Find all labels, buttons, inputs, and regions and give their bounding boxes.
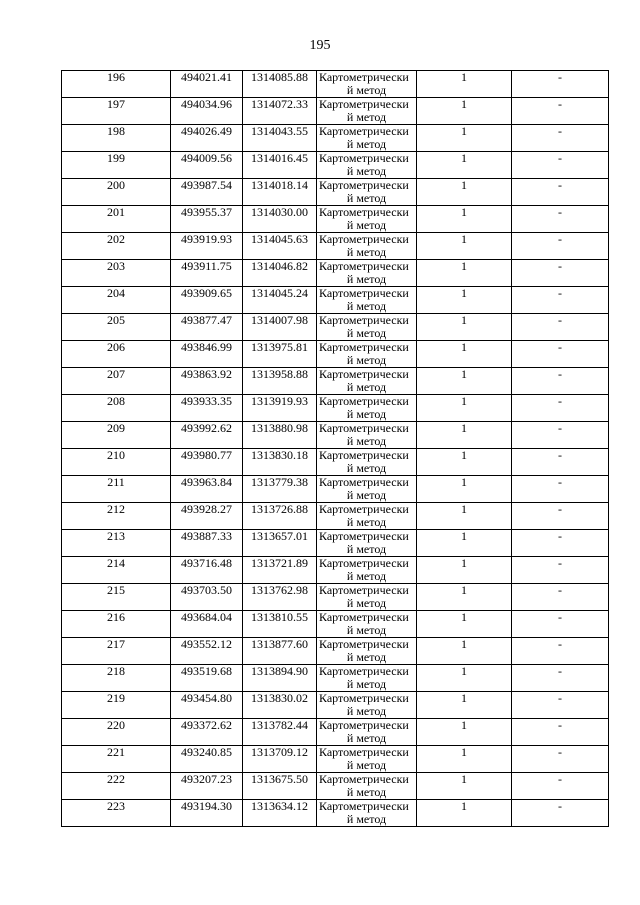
- x-coordinate-cell: 493928.27: [171, 503, 243, 530]
- y-coordinate-cell: 1313782.44: [243, 719, 317, 746]
- method-line-1: Картометрически: [319, 151, 409, 165]
- method-line-1: Картометрически: [319, 448, 409, 462]
- y-coordinate-cell: 1314046.82: [243, 260, 317, 287]
- y-coordinate-cell: 1313675.50: [243, 773, 317, 800]
- table-row: [62, 719, 609, 746]
- point-number-cell: 223: [62, 800, 171, 827]
- table-row: [62, 125, 609, 152]
- method-line-2: й метод: [346, 569, 387, 583]
- method-line-1: Картометрически: [319, 286, 409, 300]
- x-coordinate-cell: 493987.54: [171, 179, 243, 206]
- description-cell: -: [512, 611, 609, 638]
- y-coordinate-cell: 1313726.88: [243, 503, 317, 530]
- description-cell: -: [512, 530, 609, 557]
- table-row: [62, 692, 609, 719]
- method-line-1: Картометрически: [319, 70, 409, 84]
- accuracy-cell: 1: [417, 449, 512, 476]
- description-cell: -: [512, 638, 609, 665]
- method-line-2: й метод: [346, 407, 387, 421]
- point-number-cell: 214: [62, 557, 171, 584]
- y-coordinate-cell: 1314007.98: [243, 314, 317, 341]
- table-row: [62, 287, 609, 314]
- y-coordinate-cell: 1313958.88: [243, 368, 317, 395]
- description-cell: -: [512, 449, 609, 476]
- method-cell: [317, 503, 417, 530]
- x-coordinate-cell: 493846.99: [171, 341, 243, 368]
- method-line-2: й метод: [346, 272, 387, 286]
- accuracy-cell: 1: [417, 422, 512, 449]
- method-cell: [317, 314, 417, 341]
- accuracy-cell: 1: [417, 314, 512, 341]
- method-cell: [317, 449, 417, 476]
- method-cell: [317, 665, 417, 692]
- point-number-cell: 207: [62, 368, 171, 395]
- y-coordinate-cell: 1313919.93: [243, 395, 317, 422]
- method-line-2: й метод: [346, 380, 387, 394]
- accuracy-cell: 1: [417, 341, 512, 368]
- method-line-1: Картометрически: [319, 637, 409, 651]
- method-line-1: Картометрически: [319, 691, 409, 705]
- point-number-cell: 211: [62, 476, 171, 503]
- method-line-1: Картометрически: [319, 97, 409, 111]
- description-cell: -: [512, 341, 609, 368]
- accuracy-cell: 1: [417, 611, 512, 638]
- table-row: [62, 422, 609, 449]
- method-line-1: Картометрически: [319, 718, 409, 732]
- method-cell: [317, 800, 417, 827]
- accuracy-cell: 1: [417, 368, 512, 395]
- y-coordinate-cell: 1313762.98: [243, 584, 317, 611]
- method-line-1: Картометрически: [319, 745, 409, 759]
- method-line-1: Картометрически: [319, 367, 409, 381]
- point-number-cell: 222: [62, 773, 171, 800]
- method-line-1: Картометрически: [319, 232, 409, 246]
- description-cell: -: [512, 179, 609, 206]
- page-number: 195: [309, 38, 331, 53]
- y-coordinate-cell: 1314016.45: [243, 152, 317, 179]
- method-cell: [317, 179, 417, 206]
- method-line-1: Картометрически: [319, 313, 409, 327]
- table-row: [62, 638, 609, 665]
- method-line-2: й метод: [346, 650, 387, 664]
- table-row: [62, 341, 609, 368]
- table-row: [62, 233, 609, 260]
- x-coordinate-cell: 494034.96: [171, 98, 243, 125]
- accuracy-cell: 1: [417, 584, 512, 611]
- method-cell: [317, 476, 417, 503]
- method-cell: [317, 638, 417, 665]
- table-row: [62, 71, 609, 98]
- description-cell: -: [512, 260, 609, 287]
- method-line-2: й метод: [346, 326, 387, 340]
- x-coordinate-cell: 493684.04: [171, 611, 243, 638]
- accuracy-cell: 1: [417, 476, 512, 503]
- description-cell: -: [512, 800, 609, 827]
- y-coordinate-cell: 1313709.12: [243, 746, 317, 773]
- method-line-1: Картометрически: [319, 205, 409, 219]
- x-coordinate-cell: 493909.65: [171, 287, 243, 314]
- method-cell: [317, 719, 417, 746]
- accuracy-cell: 1: [417, 206, 512, 233]
- description-cell: -: [512, 314, 609, 341]
- method-cell: [317, 233, 417, 260]
- method-line-1: Картометрически: [319, 394, 409, 408]
- method-cell: [317, 206, 417, 233]
- x-coordinate-cell: 493911.75: [171, 260, 243, 287]
- accuracy-cell: 1: [417, 530, 512, 557]
- method-line-1: Картометрически: [319, 529, 409, 543]
- x-coordinate-cell: 493519.68: [171, 665, 243, 692]
- accuracy-cell: 1: [417, 260, 512, 287]
- description-cell: -: [512, 98, 609, 125]
- method-cell: [317, 692, 417, 719]
- x-coordinate-cell: 493552.12: [171, 638, 243, 665]
- x-coordinate-cell: 493992.62: [171, 422, 243, 449]
- point-number-cell: 220: [62, 719, 171, 746]
- method-line-2: й метод: [346, 299, 387, 313]
- accuracy-cell: 1: [417, 746, 512, 773]
- method-line-2: й метод: [346, 218, 387, 232]
- method-line-2: й метод: [346, 731, 387, 745]
- method-line-1: Картометрически: [319, 772, 409, 786]
- description-cell: -: [512, 422, 609, 449]
- y-coordinate-cell: 1313810.55: [243, 611, 317, 638]
- accuracy-cell: 1: [417, 125, 512, 152]
- method-line-1: Картометрически: [319, 583, 409, 597]
- method-line-2: й метод: [346, 542, 387, 556]
- y-coordinate-cell: 1314045.24: [243, 287, 317, 314]
- method-line-2: й метод: [346, 164, 387, 178]
- method-cell: [317, 773, 417, 800]
- table-row: [62, 557, 609, 584]
- x-coordinate-cell: 493863.92: [171, 368, 243, 395]
- method-line-2: й метод: [346, 245, 387, 259]
- method-line-2: й метод: [346, 461, 387, 475]
- description-cell: -: [512, 719, 609, 746]
- method-cell: [317, 611, 417, 638]
- table-row: [62, 476, 609, 503]
- method-line-2: й метод: [346, 596, 387, 610]
- method-cell: [317, 125, 417, 152]
- y-coordinate-cell: 1314045.63: [243, 233, 317, 260]
- method-line-2: й метод: [346, 677, 387, 691]
- x-coordinate-cell: 493240.85: [171, 746, 243, 773]
- description-cell: -: [512, 746, 609, 773]
- description-cell: -: [512, 773, 609, 800]
- method-line-1: Картометрически: [319, 421, 409, 435]
- x-coordinate-cell: 493703.50: [171, 584, 243, 611]
- description-cell: -: [512, 692, 609, 719]
- accuracy-cell: 1: [417, 71, 512, 98]
- accuracy-cell: 1: [417, 395, 512, 422]
- method-cell: [317, 422, 417, 449]
- y-coordinate-cell: 1313830.18: [243, 449, 317, 476]
- point-number-cell: 208: [62, 395, 171, 422]
- description-cell: -: [512, 152, 609, 179]
- table-row: [62, 98, 609, 125]
- description-cell: -: [512, 395, 609, 422]
- y-coordinate-cell: 1314043.55: [243, 125, 317, 152]
- point-number-cell: 213: [62, 530, 171, 557]
- method-line-2: й метод: [346, 137, 387, 151]
- method-cell: [317, 368, 417, 395]
- accuracy-cell: 1: [417, 719, 512, 746]
- table-row: [62, 368, 609, 395]
- accuracy-cell: 1: [417, 692, 512, 719]
- table-row: [62, 746, 609, 773]
- point-number-cell: 204: [62, 287, 171, 314]
- x-coordinate-cell: 493372.62: [171, 719, 243, 746]
- method-cell: [317, 152, 417, 179]
- x-coordinate-cell: 494026.49: [171, 125, 243, 152]
- x-coordinate-cell: 493980.77: [171, 449, 243, 476]
- method-line-2: й метод: [346, 434, 387, 448]
- table-row: [62, 179, 609, 206]
- description-cell: -: [512, 206, 609, 233]
- description-cell: -: [512, 665, 609, 692]
- x-coordinate-cell: 493877.47: [171, 314, 243, 341]
- y-coordinate-cell: 1314085.88: [243, 71, 317, 98]
- y-coordinate-cell: 1314018.14: [243, 179, 317, 206]
- method-line-1: Картометрически: [319, 475, 409, 489]
- method-cell: [317, 71, 417, 98]
- method-cell: [317, 557, 417, 584]
- description-cell: -: [512, 584, 609, 611]
- point-number-cell: 199: [62, 152, 171, 179]
- description-cell: -: [512, 233, 609, 260]
- point-number-cell: 221: [62, 746, 171, 773]
- description-cell: -: [512, 287, 609, 314]
- method-line-1: Картометрически: [319, 259, 409, 273]
- description-cell: -: [512, 557, 609, 584]
- x-coordinate-cell: 493963.84: [171, 476, 243, 503]
- y-coordinate-cell: 1313779.38: [243, 476, 317, 503]
- table-row: [62, 584, 609, 611]
- x-coordinate-cell: 493454.80: [171, 692, 243, 719]
- method-line-1: Картометрически: [319, 664, 409, 678]
- method-line-2: й метод: [346, 191, 387, 205]
- method-line-2: й метод: [346, 785, 387, 799]
- method-line-1: Картометрически: [319, 610, 409, 624]
- point-number-cell: 197: [62, 98, 171, 125]
- table-row: [62, 800, 609, 827]
- method-line-2: й метод: [346, 758, 387, 772]
- method-cell: [317, 395, 417, 422]
- description-cell: -: [512, 368, 609, 395]
- x-coordinate-cell: 493207.23: [171, 773, 243, 800]
- accuracy-cell: 1: [417, 665, 512, 692]
- method-line-2: й метод: [346, 812, 387, 826]
- method-line-1: Картометрически: [319, 124, 409, 138]
- table-row: [62, 314, 609, 341]
- accuracy-cell: 1: [417, 179, 512, 206]
- accuracy-cell: 1: [417, 287, 512, 314]
- point-number-cell: 219: [62, 692, 171, 719]
- table-row: [62, 665, 609, 692]
- method-cell: [317, 260, 417, 287]
- table-row: [62, 449, 609, 476]
- y-coordinate-cell: 1314030.00: [243, 206, 317, 233]
- method-line-1: Картометрически: [319, 502, 409, 516]
- method-cell: [317, 746, 417, 773]
- accuracy-cell: 1: [417, 503, 512, 530]
- method-line-2: й метод: [346, 515, 387, 529]
- method-line-2: й метод: [346, 488, 387, 502]
- table-row: [62, 152, 609, 179]
- x-coordinate-cell: 493955.37: [171, 206, 243, 233]
- method-cell: [317, 341, 417, 368]
- description-cell: -: [512, 476, 609, 503]
- y-coordinate-cell: 1313721.89: [243, 557, 317, 584]
- point-number-cell: 196: [62, 71, 171, 98]
- description-cell: -: [512, 503, 609, 530]
- point-number-cell: 216: [62, 611, 171, 638]
- table-row: [62, 611, 609, 638]
- point-number-cell: 205: [62, 314, 171, 341]
- method-line-2: й метод: [346, 83, 387, 97]
- method-cell: [317, 530, 417, 557]
- table-row: [62, 773, 609, 800]
- x-coordinate-cell: 494009.56: [171, 152, 243, 179]
- accuracy-cell: 1: [417, 638, 512, 665]
- method-line-1: Картометрически: [319, 340, 409, 354]
- y-coordinate-cell: 1313830.02: [243, 692, 317, 719]
- y-coordinate-cell: 1313880.98: [243, 422, 317, 449]
- method-line-1: Картометрически: [319, 556, 409, 570]
- x-coordinate-cell: 493194.30: [171, 800, 243, 827]
- coordinates-table-body: [62, 71, 609, 827]
- accuracy-cell: 1: [417, 233, 512, 260]
- table-row: [62, 503, 609, 530]
- x-coordinate-cell: 493933.35: [171, 395, 243, 422]
- coordinates-table: [61, 70, 609, 827]
- method-line-2: й метод: [346, 704, 387, 718]
- method-line-2: й метод: [346, 110, 387, 124]
- point-number-cell: 217: [62, 638, 171, 665]
- y-coordinate-cell: 1314072.33: [243, 98, 317, 125]
- y-coordinate-cell: 1313657.01: [243, 530, 317, 557]
- table-row: [62, 395, 609, 422]
- point-number-cell: 212: [62, 503, 171, 530]
- accuracy-cell: 1: [417, 152, 512, 179]
- y-coordinate-cell: 1313975.81: [243, 341, 317, 368]
- point-number-cell: 206: [62, 341, 171, 368]
- accuracy-cell: 1: [417, 773, 512, 800]
- method-cell: [317, 287, 417, 314]
- point-number-cell: 209: [62, 422, 171, 449]
- y-coordinate-cell: 1313877.60: [243, 638, 317, 665]
- method-cell: [317, 98, 417, 125]
- point-number-cell: 203: [62, 260, 171, 287]
- description-cell: -: [512, 125, 609, 152]
- point-number-cell: 198: [62, 125, 171, 152]
- accuracy-cell: 1: [417, 557, 512, 584]
- accuracy-cell: 1: [417, 800, 512, 827]
- method-cell: [317, 584, 417, 611]
- x-coordinate-cell: 493919.93: [171, 233, 243, 260]
- point-number-cell: 201: [62, 206, 171, 233]
- point-number-cell: 215: [62, 584, 171, 611]
- method-line-1: Картометрически: [319, 178, 409, 192]
- method-line-1: Картометрически: [319, 799, 409, 813]
- point-number-cell: 218: [62, 665, 171, 692]
- table-row: [62, 260, 609, 287]
- table-row: [62, 206, 609, 233]
- x-coordinate-cell: 494021.41: [171, 71, 243, 98]
- y-coordinate-cell: 1313634.12: [243, 800, 317, 827]
- x-coordinate-cell: 493716.48: [171, 557, 243, 584]
- description-cell: -: [512, 71, 609, 98]
- point-number-cell: 202: [62, 233, 171, 260]
- point-number-cell: 210: [62, 449, 171, 476]
- y-coordinate-cell: 1313894.90: [243, 665, 317, 692]
- method-line-2: й метод: [346, 353, 387, 367]
- point-number-cell: 200: [62, 179, 171, 206]
- x-coordinate-cell: 493887.33: [171, 530, 243, 557]
- accuracy-cell: 1: [417, 98, 512, 125]
- method-line-2: й метод: [346, 623, 387, 637]
- table-row: [62, 530, 609, 557]
